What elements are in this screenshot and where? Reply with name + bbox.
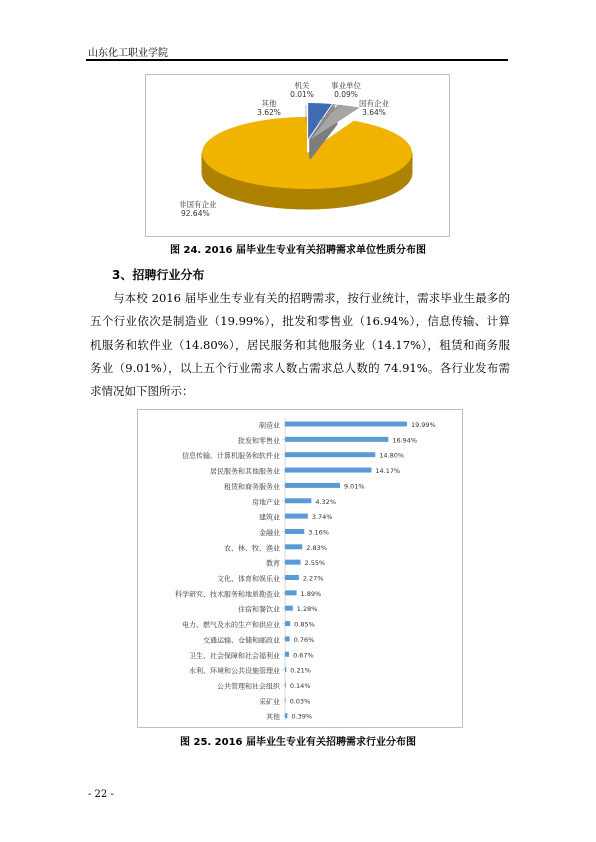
pie-slice-非国有企业 [202, 117, 412, 189]
paragraph-text: 与本校 2016 届毕业生专业有关的招聘需求，按行业统计，需求毕业生最多的五个行业依次是制造业（19.99%），批发和零售业（16.94%），信息传输、计算机服务和软件业（14.80%），居民服务和其他服务业（14.17%），租赁和商务服务业（9.01%），以上五个行业需求人数占需求总人数的 74.91%。各行业发布需求情况如下图所示： [90, 291, 510, 399]
bar-category-label: 教育 [266, 559, 280, 568]
bar-value-label: 0.76% [293, 635, 315, 644]
bar-水利、环境和公共设施管理业 [285, 667, 286, 672]
bar-住宿和餐饮业 [285, 606, 293, 611]
bar-chart-frame [137, 409, 463, 728]
bar-category-label: 电力、燃气及水的生产和供应业 [182, 621, 280, 630]
bar-农、林、牧、渔业 [285, 544, 302, 549]
bar-category-label: 其他 [266, 713, 280, 722]
pie-chart [146, 75, 449, 236]
bar-value-label: 1.28% [296, 605, 318, 614]
bar-value-label: 0.21% [290, 666, 311, 675]
bar-category-label: 水利、环境和公共设施管理业 [189, 667, 280, 676]
bar-category-label: 科学研究、技术服务和地质勘查业 [175, 590, 280, 599]
bar-科学研究、技术服务和地质勘查业 [285, 590, 297, 595]
bar-category-label: 公共管理和社会组织 [217, 682, 280, 691]
pie-label-name: 事业单位 [331, 81, 361, 90]
bar-category-label: 建筑业 [259, 513, 280, 522]
bar-value-label: 2.83% [306, 543, 327, 552]
bar-value-label: 0.03% [289, 697, 311, 706]
bar-金融业 [285, 529, 304, 534]
pie-label-value: 3.64% [362, 108, 386, 117]
bar-批发和零售业 [285, 437, 388, 442]
bar-category-label: 采矿业 [259, 697, 280, 706]
pie-label-name: 机关 [294, 81, 310, 90]
bar-value-label: 0.14% [289, 681, 311, 690]
bar-其他 [285, 713, 287, 718]
pie-label-name: 其他 [261, 99, 277, 108]
bar-居民服务和其他服务业 [285, 468, 371, 473]
bar-建筑业 [285, 514, 308, 519]
bar-value-label: 3.16% [308, 528, 329, 537]
pie-label-value: 0.09% [334, 90, 358, 99]
bar-卫生、社会保障和社会福利业 [285, 652, 289, 657]
pie-label-name: 国有企业 [359, 99, 389, 108]
pie-label-name: 非国有企业 [179, 200, 217, 209]
figure24-caption: 图 24. 2016 届毕业生专业有关招聘需求单位性质分布图 [170, 245, 426, 256]
bar-value-label: 2.55% [304, 559, 326, 568]
bar-category-label: 卫生、社会保障和社会福利业 [189, 651, 280, 660]
pie-chart-frame [145, 74, 450, 237]
bar-value-label: 1.89% [300, 589, 322, 598]
bar-value-label: 2.27% [302, 574, 324, 583]
bar-category-label: 信息传输、计算机服务和软件业 [182, 452, 280, 461]
bar-category-label: 农、林、牧、渔业 [224, 544, 280, 553]
bar-公共管理和社会组织 [285, 682, 286, 687]
bar-value-label: 0.67% [293, 651, 314, 660]
bar-category-label: 金融业 [259, 528, 280, 537]
pie-label-value: 0.01% [290, 90, 314, 99]
bar-value-label: 0.39% [291, 712, 313, 721]
bar-value-label: 19.99% [410, 421, 436, 429]
bar-文化、体育和娱乐业 [285, 575, 299, 580]
bar-value-label: 4.32% [315, 497, 337, 506]
pie-label-value: 92.64% [181, 209, 210, 218]
figure25-caption: 图 25. 2016 届毕业生专业有关招聘需求行业分布图 [180, 737, 416, 748]
bar-category-label: 文化、体育和娱乐业 [217, 575, 280, 583]
bar-category-label: 房地产业 [252, 498, 280, 507]
bar-制造业 [285, 422, 407, 427]
bar-category-label: 批发和零售业 [238, 436, 280, 445]
bar-value-label: 0.85% [294, 620, 315, 629]
bar-value-label: 14.80% [379, 451, 405, 460]
page-number: - 22 - [88, 789, 114, 800]
bar-房地产业 [285, 498, 311, 503]
section-title: 3、招聘行业分布 [112, 268, 205, 282]
bar-category-label: 制造业 [259, 421, 280, 430]
bar-value-label: 16.94% [392, 436, 418, 445]
bar-value-label: 14.17% [375, 467, 401, 476]
bar-category-label: 交通运输、仓储和邮政业 [203, 636, 280, 645]
pie-label-value: 3.62% [257, 108, 281, 117]
bar-category-label: 居民服务和其他服务业 [210, 467, 280, 476]
bar-电力、燃气及水的生产和供应业 [285, 621, 290, 626]
bar-信息传输、计算机服务和软件业 [285, 452, 375, 457]
bar-租赁和商务服务业 [285, 483, 340, 488]
bar-category-label: 租赁和商务服务业 [224, 482, 280, 491]
bar-value-label: 9.01% [343, 482, 365, 491]
header-rule [86, 59, 508, 61]
header-school-name: 山东化工职业学院 [88, 48, 168, 59]
bar-交通运输、仓储和邮政业 [285, 636, 290, 641]
body-paragraph [90, 287, 510, 403]
bar-value-label: 3.74% [311, 513, 333, 522]
bar-chart [138, 410, 462, 727]
bar-category-label: 住宿和餐饮业 [238, 605, 280, 614]
bar-采矿业 [285, 698, 286, 703]
bar-教育 [285, 560, 301, 565]
